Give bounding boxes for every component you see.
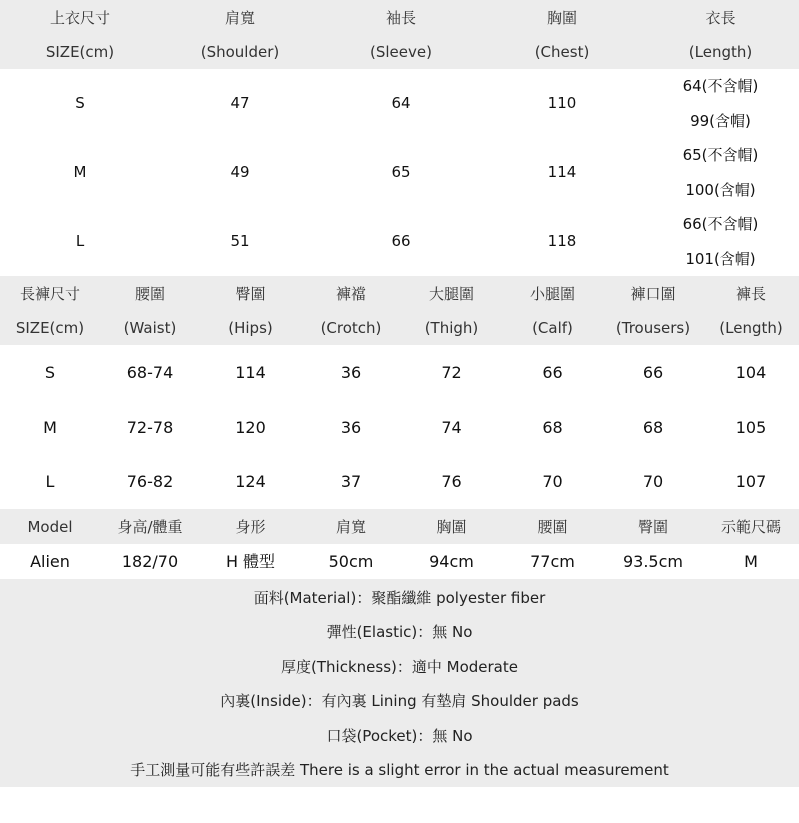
- pants-header-crotch-en: (Crotch): [320, 319, 382, 337]
- top-header-length-zh: 衣長: [705, 9, 736, 27]
- pants-header-crotch-zh: 褲襠: [335, 285, 366, 303]
- top-header-length-en: (Length): [688, 43, 753, 61]
- pants-size: M: [43, 418, 57, 437]
- model-chest: 94cm: [429, 552, 474, 571]
- pants-trousers: 68: [642, 418, 664, 437]
- pants-header-trousers-en: (Trousers): [615, 319, 691, 337]
- top-length-no-hood: 65(不含帽): [682, 146, 759, 164]
- note-thickness: 厚度(Thickness)：適中 Moderate: [281, 658, 518, 676]
- top-row-l: [0, 207, 799, 276]
- pants-calf: 66: [542, 363, 563, 382]
- pants-header-length-zh: 褲長: [735, 285, 766, 303]
- pants-header-hips-zh: 臀圍: [235, 285, 266, 303]
- pants-calf: 68: [542, 418, 563, 437]
- pants-trousers: 70: [642, 472, 664, 491]
- product-notes: [0, 579, 799, 787]
- top-row-s: [0, 69, 799, 138]
- note-pocket: 口袋(Pocket)：無 No: [326, 727, 473, 745]
- top-sleeve: 65: [391, 163, 411, 181]
- pants-header-hips-en: (Hips): [228, 319, 273, 337]
- pants-header-zh-row: [0, 277, 799, 311]
- model-header-waist: 腰圍: [537, 518, 568, 536]
- note-inside: 內裏(Inside)：有內裏 Lining 有墊肩 Shoulder pads: [220, 692, 579, 710]
- top-sleeve: 64: [391, 94, 411, 112]
- pants-body: [0, 345, 799, 509]
- pants-waist: 72-78: [126, 418, 174, 437]
- pants-table-header: [0, 276, 799, 345]
- model-size: M: [744, 552, 758, 571]
- table-row: [0, 356, 799, 390]
- model-header-chest: 胸圍: [436, 518, 467, 536]
- top-header-en-row: [0, 35, 799, 69]
- pants-length: 105: [735, 418, 767, 437]
- pants-calf: 70: [542, 472, 563, 491]
- model-header-size: 示範尺碼: [720, 518, 781, 536]
- pants-thigh: 76: [441, 472, 462, 491]
- pants-hips: 124: [235, 472, 266, 491]
- note-measurement-error: 手工測量可能有些許誤差 There is a slight error in the actual measurement: [130, 761, 669, 779]
- model-header-row: [0, 509, 799, 544]
- model-shoulder: 50cm: [328, 552, 374, 571]
- model-values-row: [0, 544, 799, 579]
- top-shoulder: 51: [230, 232, 250, 250]
- top-header-zh-row: [0, 1, 799, 35]
- pants-trousers: 66: [642, 363, 664, 382]
- note-material: 面料(Material)：聚酯纖維 polyester fiber: [253, 589, 546, 607]
- pants-header-waist-en: (Waist): [123, 319, 177, 337]
- table-row: [0, 411, 799, 445]
- top-header-size-zh: 上衣尺寸: [49, 9, 110, 27]
- model-header-shoulder: 肩寬: [335, 518, 366, 536]
- model-body-type: H 體型: [225, 552, 276, 571]
- model-hips: 93.5cm: [622, 552, 683, 571]
- model-header-hips: 臀圍: [637, 518, 668, 536]
- pants-header-calf-zh: 小腿圍: [529, 285, 575, 303]
- pants-header-trousers-zh: 褲口圍: [630, 285, 676, 303]
- pants-header-calf-en: (Calf): [532, 319, 573, 337]
- model-waist: 77cm: [530, 552, 575, 571]
- top-chest: 114: [547, 163, 577, 181]
- table-row: [0, 465, 799, 499]
- top-sleeve: 66: [391, 232, 411, 250]
- top-header-chest-zh: 胸圍: [546, 9, 577, 27]
- model-name: Alien: [30, 552, 70, 571]
- top-header-chest-en: (Chest): [534, 43, 590, 61]
- top-length-no-hood: 64(不含帽): [682, 77, 759, 95]
- top-table-header: [0, 0, 799, 69]
- top-shoulder: 47: [230, 94, 250, 112]
- top-row-m: [0, 138, 799, 207]
- pants-header-thigh-zh: 大腿圍: [428, 285, 474, 303]
- pants-header-thigh-en: (Thigh): [424, 319, 479, 337]
- top-size: S: [75, 94, 85, 112]
- top-header-shoulder-en: (Shoulder): [200, 43, 280, 61]
- top-header-shoulder-zh: 肩寬: [224, 9, 255, 27]
- pants-hips: 114: [235, 363, 266, 382]
- top-header-sleeve-en: (Sleeve): [370, 43, 432, 61]
- model-header-model: Model: [27, 518, 73, 536]
- pants-crotch: 36: [340, 418, 362, 437]
- pants-size: L: [45, 472, 55, 491]
- pants-hips: 120: [235, 418, 266, 437]
- note-elastic: 彈性(Elastic)：無 No: [326, 623, 473, 641]
- top-chest: 110: [547, 94, 577, 112]
- pants-crotch: 37: [340, 472, 362, 491]
- top-chest: 118: [547, 232, 577, 250]
- pants-waist: 68-74: [126, 363, 174, 382]
- top-length-no-hood: 66(不含帽): [682, 215, 759, 233]
- model-height-weight: 182/70: [121, 552, 179, 571]
- model-header-cells: [0, 510, 799, 544]
- pants-header-size-zh: 長褲尺寸: [19, 285, 80, 303]
- pants-thigh: 72: [441, 363, 462, 382]
- top-shoulder: 49: [230, 163, 250, 181]
- pants-length: 107: [735, 472, 767, 491]
- pants-thigh: 74: [441, 418, 462, 437]
- pants-size: S: [44, 363, 56, 382]
- top-size: L: [75, 232, 85, 250]
- pants-waist: 76-82: [126, 472, 174, 491]
- model-value-cells: [0, 545, 799, 579]
- pants-header-length-en: (Length): [719, 319, 783, 337]
- top-size: M: [73, 163, 87, 181]
- pants-crotch: 36: [340, 363, 362, 382]
- top-length-hood: 99(含帽): [690, 112, 751, 130]
- pants-header-size-en: SIZE(cm): [15, 319, 85, 337]
- top-header-sleeve-zh: 袖長: [385, 9, 416, 27]
- top-length-hood: 100(含帽): [685, 181, 756, 199]
- pants-header-waist-zh: 腰圍: [134, 285, 165, 303]
- model-header-body-type: 身形: [235, 518, 266, 536]
- pants-header-en-row: [0, 311, 799, 345]
- pants-length: 104: [735, 363, 767, 382]
- top-length-hood: 101(含帽): [685, 250, 756, 268]
- model-header-height-weight: 身高/體重: [117, 518, 183, 536]
- top-header-size-en: SIZE(cm): [45, 43, 115, 61]
